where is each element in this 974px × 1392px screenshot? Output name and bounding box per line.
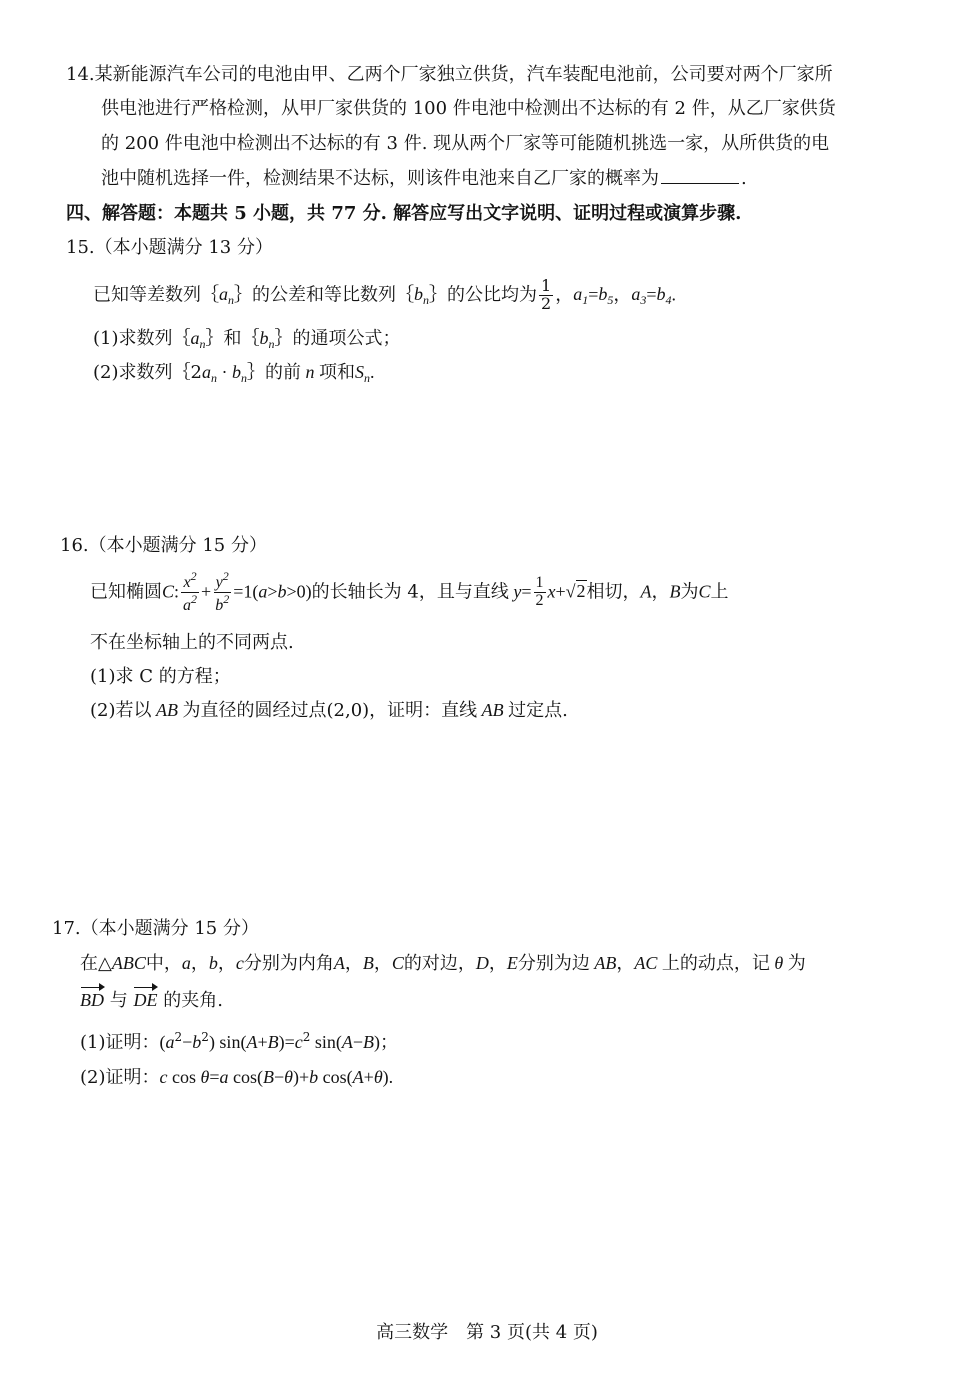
q16-header: 16.（本小题满分 15 分） — [60, 535, 267, 556]
q14-line-3: 的 200 件电池中检测出不达标的有 3 件. 现从两个厂家等可能随机挑选一家，从所供货的电 — [101, 133, 830, 154]
vector-de: DE — [133, 990, 158, 1010]
fraction-y2-b2: $\frac{y^2}{b^2}$ — [215, 569, 230, 614]
vector-bd: BD — [80, 990, 104, 1010]
q17-part-1: (1)证明：$(a^2-b^2)$ $\sin(A+B)=c^2$ sin(A−B)； — [80, 1030, 399, 1053]
q14-line-1: 14.某新能源汽车公司的电池由甲、乙两个厂家独立供货，汽车装配电池前，公司要对两个厂家所 — [66, 64, 833, 85]
fraction-x2-a2: $\frac{x^2}{a^2}$ — [183, 569, 198, 614]
fraction-one-half: $\frac{1}{2}$ — [541, 276, 552, 313]
q15-part-2: (2)求数列$\{2a_n$ · $b_n\}$的前 n 项和$S_n$. — [93, 362, 375, 385]
answer-blank[interactable] — [661, 182, 739, 184]
q14-line-2: 供电池进行严格检测，从甲厂家供货的 100 件电池中检测出不达标的有 2 件，从乙厂家供货 — [101, 98, 836, 119]
fraction-one-half: $\frac{1}{2}$ — [535, 574, 544, 609]
q17-line-2: BD 与 DE 的夹角. — [80, 990, 223, 1011]
section-heading: 四、解答题：本题共 5 小题，共 77 分. 解答应写出文字说明、证明过程或演算步骤. — [66, 203, 742, 224]
q15-part-1: (1)求数列$\{a_n\}$和$\{b_n\}$的通项公式； — [93, 328, 401, 351]
q15-header: 15.（本小题满分 13 分） — [66, 237, 273, 258]
q17-stem: 在△ABC中，a，b，c分别为内角A，B，C的对边，D，E分别为边 AB，AC 上的动点，记 θ 为 — [80, 953, 806, 974]
q16-part-2: (2)若以 AB 为直径的圆经过点(2,0)，证明：直线 AB 过定点. — [90, 700, 568, 721]
q14-line-4: 池中随机选择一件，检测结果不达标，则该件电池来自乙厂家的概率为 . — [101, 168, 747, 189]
q16-stem: 已知椭圆C: $\frac{x^2}{a^2}$ + $\frac{y^2}{b^2}$ =1(a>b>0)的长轴长为 4，且与直线 y= $\frac{1}{2}$ x+√2相切，A，B为C上 — [90, 569, 729, 614]
page-footer: 高三数学 第 3 页(共 4 页) — [376, 1322, 598, 1343]
q17-part-2: (2)证明：c cos θ=a cos(B−θ)+b cos(A+θ). — [80, 1067, 394, 1088]
q16-line-2: 不在坐标轴上的不同两点. — [90, 632, 294, 653]
q16-part-1: (1)求 C 的方程； — [90, 666, 231, 687]
q15-stem: 已知等差数列$\{a_n\}$的公差和等比数列$\{b_n\}$的公比均为 $\frac{1}{2}$ ，$a_1=b_5$，$a_3=b_4$. — [93, 276, 676, 313]
q17-header: 17.（本小题满分 15 分） — [52, 918, 259, 939]
